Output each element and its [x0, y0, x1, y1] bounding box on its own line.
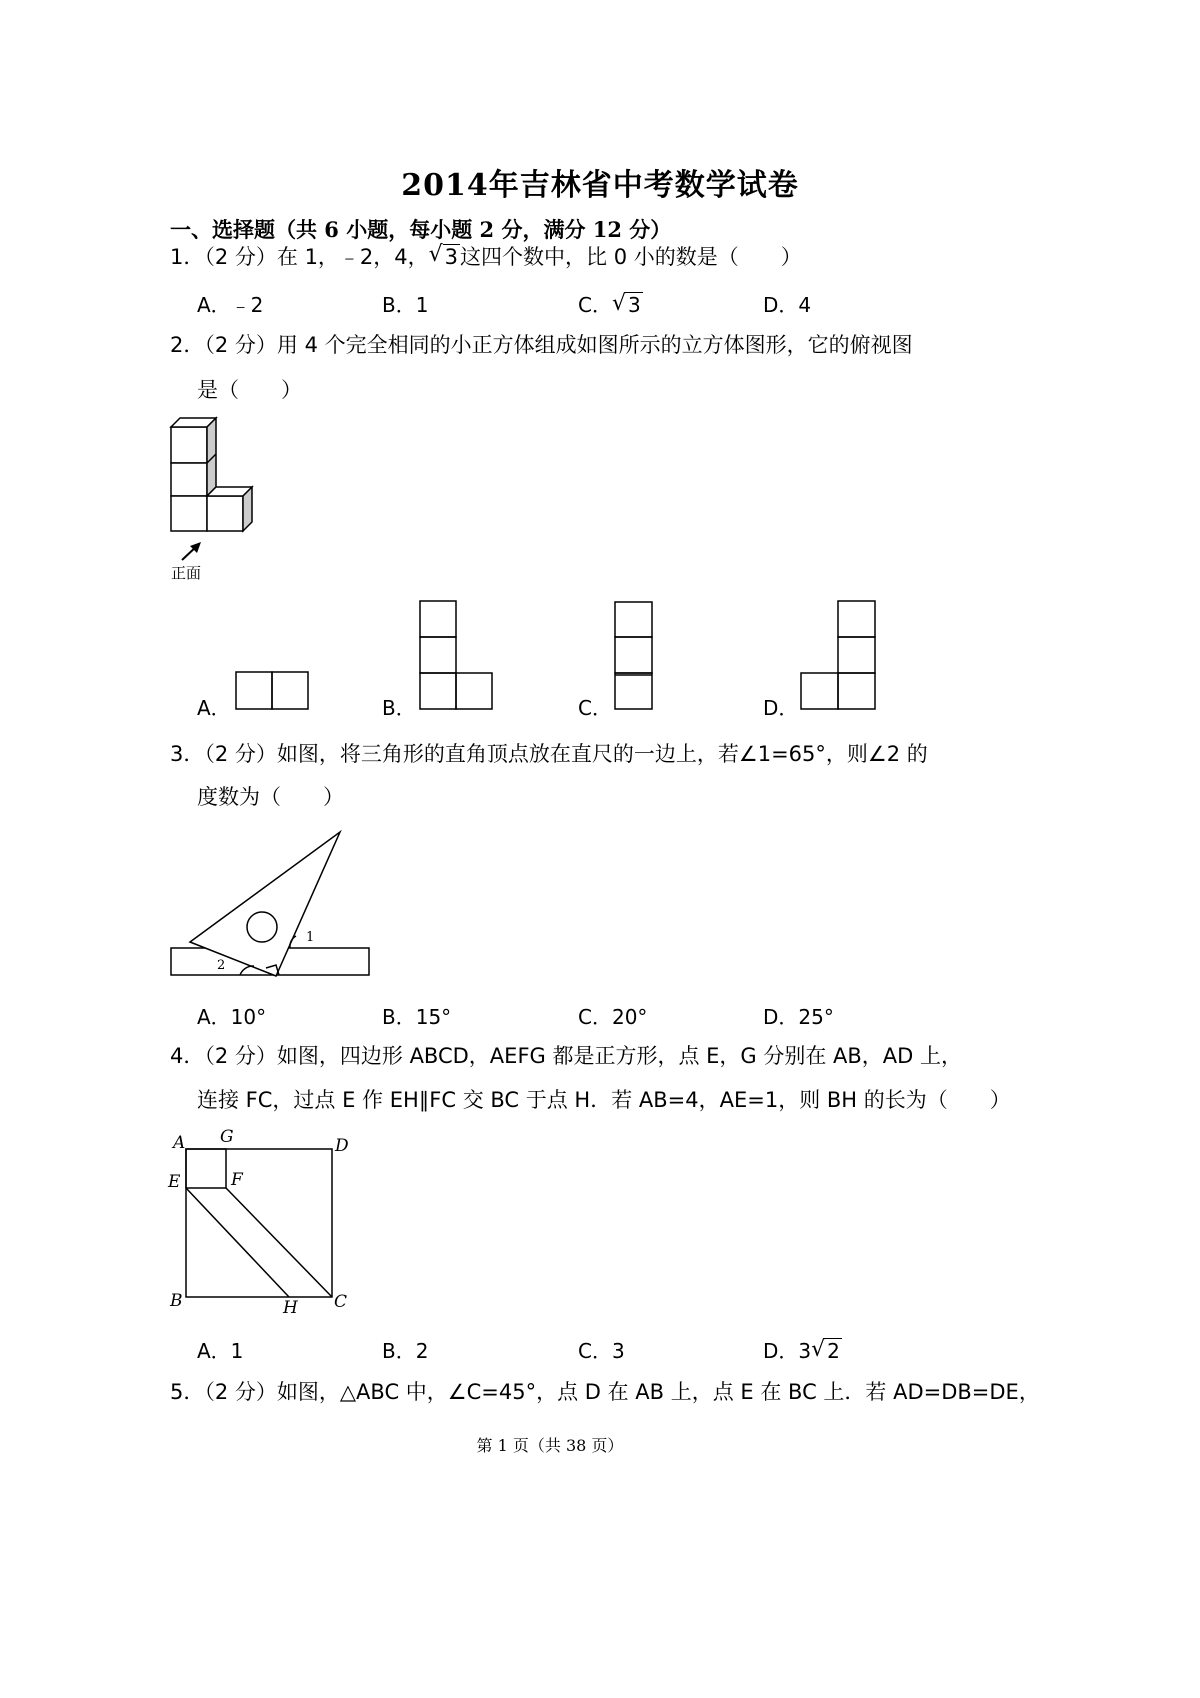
- q2-option-a: A．: [197, 696, 231, 720]
- option-label: D．3: [763, 1339, 812, 1363]
- question-4-line-1: 4．（2 分）如图，四边形 ABCD，AEFG 都是正方形，点 E，G 分别在 AB，AD 上，: [170, 1044, 963, 1068]
- sqrt-3: √ 3: [611, 291, 641, 317]
- q2-option-b: B．: [382, 696, 416, 720]
- q4-option-d: [763, 1335, 842, 1364]
- front-label: 正面: [171, 564, 202, 582]
- segment-eh: [186, 1188, 289, 1297]
- sqrt-3: √ 3: [428, 242, 459, 269]
- question-4-line-2: 连接 FC，过点 E 作 EH∥FC 交 BC 于点 H．若 AB=4，AE=1，则 BH 的长为（ ）: [197, 1088, 1011, 1112]
- q2-option-d: D．: [763, 696, 799, 720]
- q4-option-c: C．3: [578, 1339, 625, 1363]
- q3-option-b: B．15°: [382, 1005, 452, 1029]
- angle-1-label: 1: [306, 930, 315, 945]
- question-5-line-1: 5．（2 分）如图，△ABC 中，∠C=45°，点 D 在 AB 上，点 E 在 BC 上．若 AD=DB=DE，: [170, 1380, 1040, 1404]
- q1-option-b: B．1: [382, 293, 429, 317]
- q4-option-a: A．1: [197, 1339, 244, 1363]
- label-b: B: [170, 1291, 183, 1311]
- label-g: G: [220, 1127, 234, 1147]
- question-3-line-1: 3．（2 分）如图，将三角形的直角顶点放在直尺的一边上，若∠1=65°，则∠2 的: [170, 742, 928, 766]
- segment-fc: [226, 1188, 332, 1297]
- label-f: F: [231, 1170, 243, 1190]
- page-title: 2014年吉林省中考数学试卷: [401, 168, 799, 203]
- radicand: 2: [827, 1339, 840, 1363]
- question-3-line-2: 度数为（ ）: [197, 785, 344, 809]
- q4-option-b: B．2: [382, 1339, 429, 1363]
- label-h: H: [283, 1298, 298, 1318]
- label-d: D: [335, 1136, 349, 1156]
- radicand: 3: [444, 245, 459, 269]
- q3-option-c: C．20°: [578, 1005, 648, 1029]
- question-1-suffix: 这四个数中，比 0 小的数是（ ）: [460, 245, 802, 269]
- square-aefg: [186, 1149, 226, 1188]
- sqrt-2: √ 2: [811, 1337, 840, 1363]
- q3-option-a: A．10°: [197, 1005, 267, 1029]
- q3-option-d: D．25°: [763, 1005, 834, 1029]
- q1-option-a: A．﹣2: [197, 293, 264, 317]
- page-footer: 第 1 页（共 38 页）: [476, 1436, 624, 1455]
- label-a: A: [173, 1133, 186, 1153]
- q2-option-c: C．: [578, 696, 612, 720]
- option-label: C．: [578, 293, 612, 317]
- question-2-line-1: 2．（2 分）用 4 个完全相同的小正方体组成如图所示的立方体图形，它的俯视图: [170, 333, 913, 357]
- label-e: E: [168, 1172, 181, 1192]
- q1-option-d: D．4: [763, 293, 812, 317]
- label-c: C: [334, 1292, 348, 1312]
- question-1-prefix: 1．（2 分）在 1，﹣2，4，: [170, 245, 429, 269]
- question-2-line-2: 是（ ）: [197, 378, 302, 402]
- angle-2-label: 2: [217, 958, 226, 973]
- radicand: 3: [627, 293, 641, 317]
- section-heading: 一、选择题（共 6 小题，每小题 2 分，满分 12 分）: [170, 217, 672, 242]
